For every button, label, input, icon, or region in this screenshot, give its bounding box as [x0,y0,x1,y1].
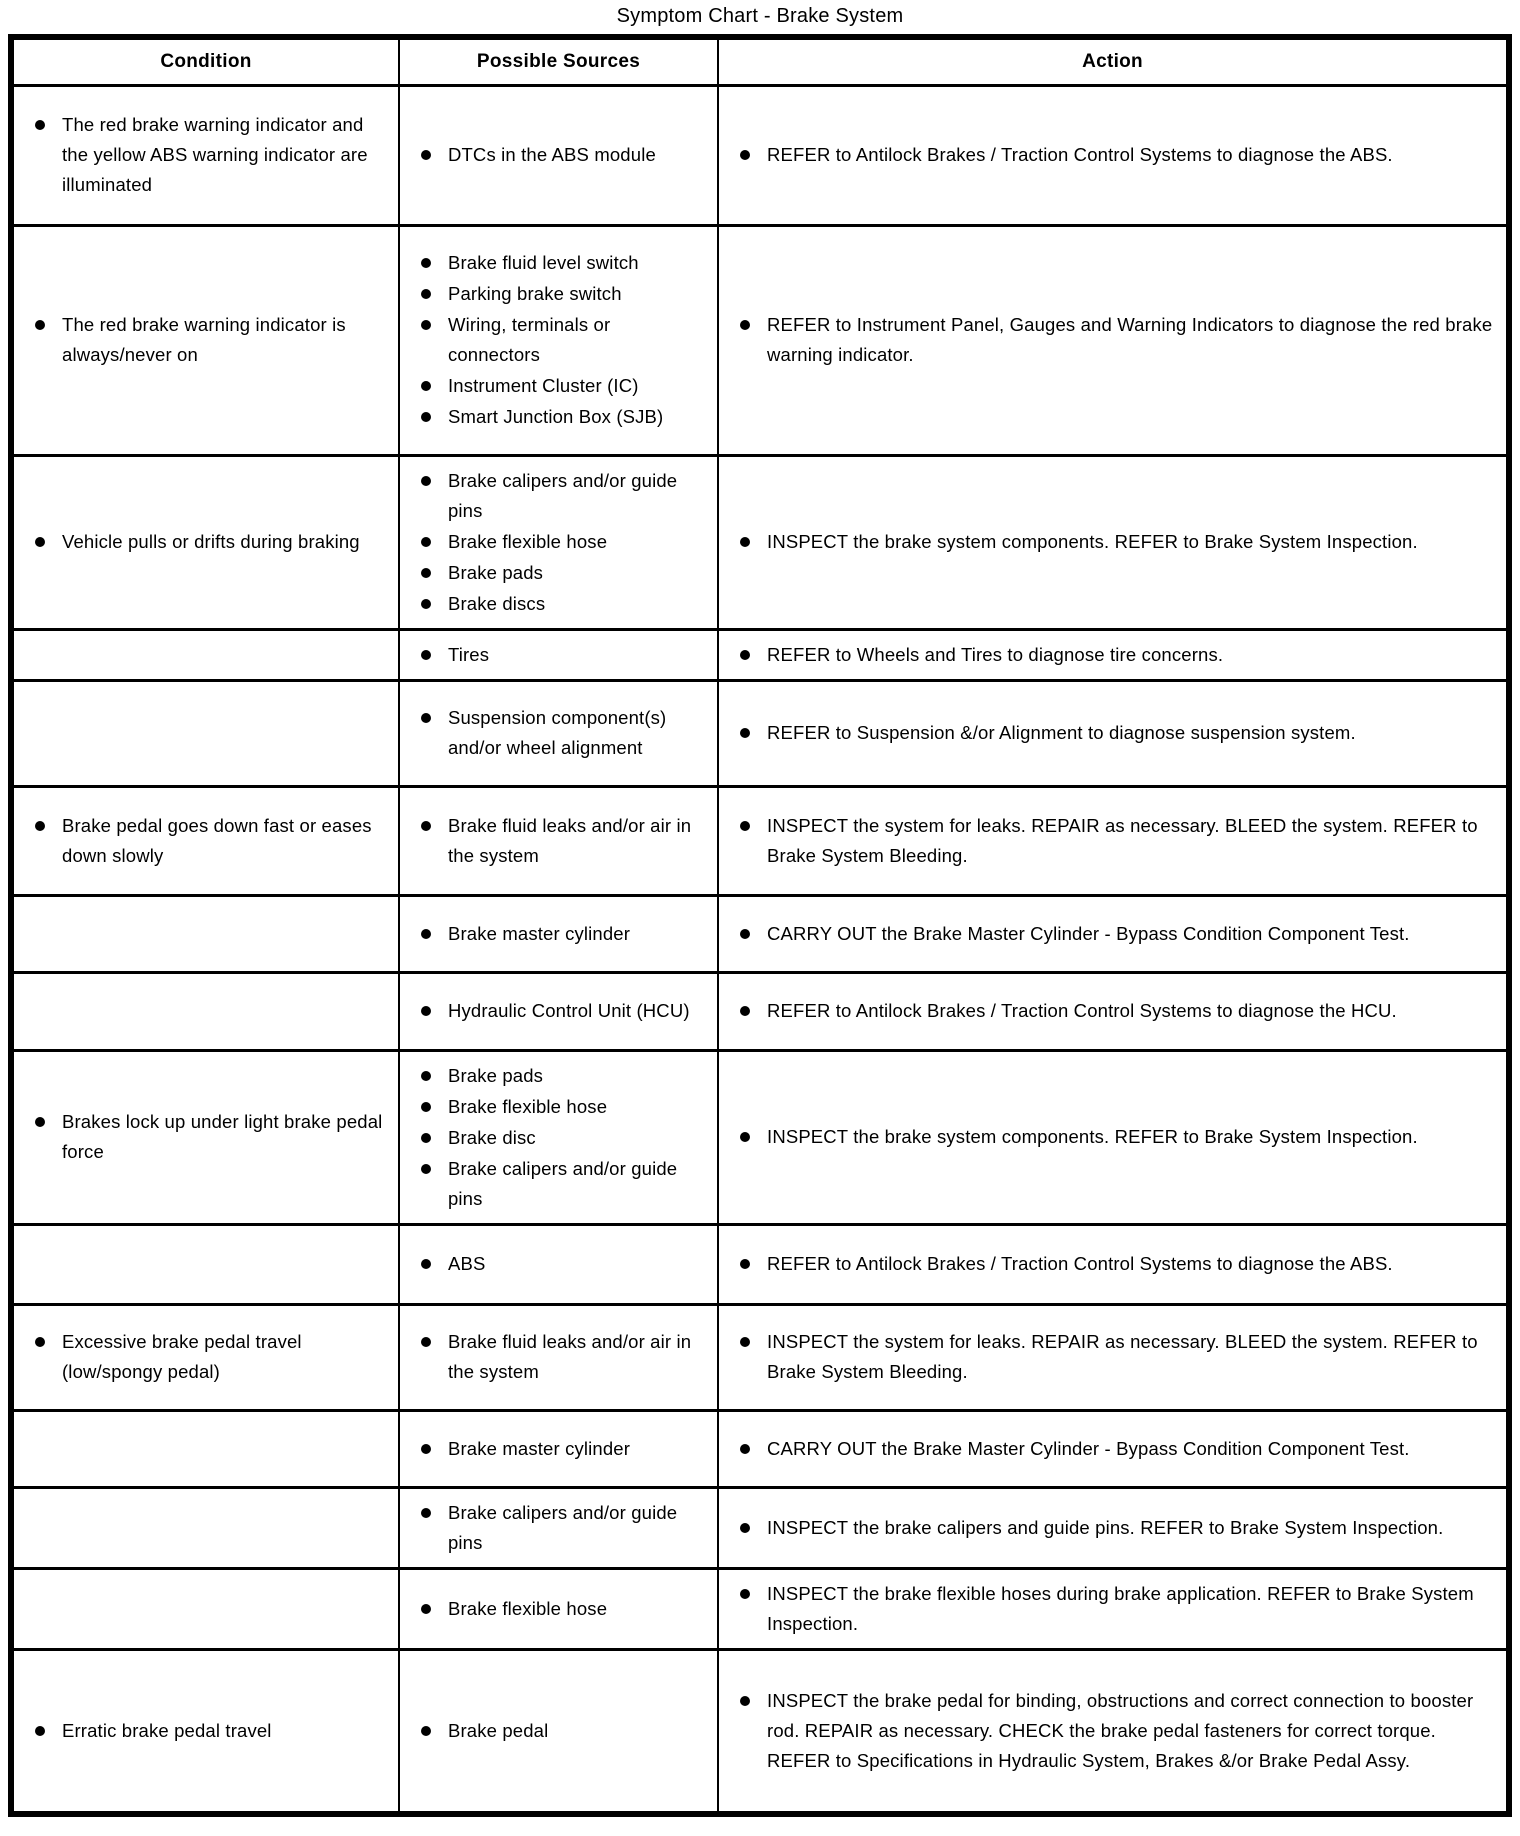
action-cell [718,972,1509,1050]
sources-item: Smart Junction Box (SJB) [414,402,707,432]
condition-cell [11,1050,399,1224]
possible-sources-cell [399,1050,718,1224]
sources-list [414,1594,707,1624]
sources-list [414,466,707,619]
sources-item: Brake calipers and/or guide pins [414,1498,707,1558]
sources-item: Hydraulic Control Unit (HCU) [414,996,707,1026]
actions-list [733,140,1496,170]
action-cell [718,1410,1509,1487]
actions-item: REFER to Antilock Brakes / Traction Control Systems to diagnose the HCU. [733,996,1496,1026]
col-header-possible-sources: Possible Sources [399,37,718,85]
actions-item: INSPECT the brake system components. REFER to Brake System Inspection. [733,527,1496,557]
sources-item: Brake master cylinder [414,919,707,949]
condition-cell [11,895,399,972]
actions-item: INSPECT the brake calipers and guide pins. REFER to Brake System Inspection. [733,1513,1496,1543]
actions-list [733,1579,1496,1639]
condition-cell [11,1304,399,1410]
table-row [11,1304,1509,1410]
possible-sources-cell [399,1224,718,1304]
sources-item: Brake disc [414,1123,707,1153]
actions-list [733,1434,1496,1464]
condition-item: Brakes lock up under light brake pedal force [28,1107,388,1167]
possible-sources-cell [399,629,718,680]
sources-list [414,1327,707,1387]
table-row [11,972,1509,1050]
col-header-condition: Condition [11,37,399,85]
condition-cell [11,1224,399,1304]
actions-item: INSPECT the brake system components. REFER to Brake System Inspection. [733,1122,1496,1152]
action-cell [718,455,1509,629]
condition-cell [11,629,399,680]
action-cell [718,786,1509,895]
condition-cell [11,680,399,786]
condition-cell [11,85,399,225]
action-cell [718,1050,1509,1224]
sources-item: Instrument Cluster (IC) [414,371,707,401]
condition-item: Brake pedal goes down fast or eases down slowly [28,811,388,871]
condition-cell [11,972,399,1050]
actions-list [733,640,1496,670]
actions-item: INSPECT the system for leaks. REPAIR as necessary. BLEED the system. REFER to Brake System Bleeding. [733,811,1496,871]
sources-item: Brake fluid level switch [414,248,707,278]
header-row [11,37,1509,85]
sources-item: Brake flexible hose [414,1594,707,1624]
sources-item: Brake flexible hose [414,1092,707,1122]
table-row [11,895,1509,972]
sources-list [414,996,707,1026]
table-row [11,225,1509,455]
sources-item: Wiring, terminals or connectors [414,310,707,370]
sources-item: Brake pads [414,558,707,588]
possible-sources-cell [399,1649,718,1814]
condition-item: The red brake warning indicator and the yellow ABS warning indicator are illuminated [28,110,388,200]
condition-cell [11,455,399,629]
action-cell [718,680,1509,786]
actions-item: REFER to Suspension &/or Alignment to diagnose suspension system. [733,718,1496,748]
sources-item: DTCs in the ABS module [414,140,707,170]
sources-list [414,1716,707,1746]
condition-cell [11,1410,399,1487]
actions-list [733,1686,1496,1776]
possible-sources-cell [399,1487,718,1568]
actions-list [733,1513,1496,1543]
possible-sources-cell [399,1568,718,1649]
sources-item: Suspension component(s) and/or wheel alignment [414,703,707,763]
sources-item: Brake calipers and/or guide pins [414,1154,707,1214]
condition-list [28,1716,388,1746]
sources-list [414,811,707,871]
actions-list [733,919,1496,949]
sources-list [414,1249,707,1279]
table-row [11,85,1509,225]
action-cell [718,895,1509,972]
possible-sources-cell [399,786,718,895]
sources-list [414,248,707,432]
actions-item: INSPECT the brake pedal for binding, obstructions and correct connection to booster rod. REPAIR as necessary. CHECK the brake pedal fasteners for correct torque. REFER to Specifications in Hydraulic System, Brakes &/or Brake Pedal Assy. [733,1686,1496,1776]
table-row [11,629,1509,680]
table-row [11,1568,1509,1649]
actions-list [733,1122,1496,1152]
possible-sources-cell [399,972,718,1050]
condition-cell [11,786,399,895]
condition-list [28,811,388,871]
actions-item: INSPECT the system for leaks. REPAIR as necessary. BLEED the system. REFER to Brake System Bleeding. [733,1327,1496,1387]
condition-cell [11,1568,399,1649]
condition-item: Excessive brake pedal travel (low/spongy pedal) [28,1327,388,1387]
table-row [11,1649,1509,1814]
possible-sources-cell [399,895,718,972]
sources-list [414,1061,707,1214]
possible-sources-cell [399,455,718,629]
actions-item: CARRY OUT the Brake Master Cylinder - Bypass Condition Component Test. [733,919,1496,949]
action-cell [718,225,1509,455]
sources-item: Brake pads [414,1061,707,1091]
condition-list [28,110,388,200]
sources-item: Brake discs [414,589,707,619]
sources-list [414,1434,707,1464]
actions-item: INSPECT the brake flexible hoses during brake application. REFER to Brake System Inspection. [733,1579,1496,1639]
sources-list [414,640,707,670]
actions-list [733,310,1496,370]
actions-item: REFER to Wheels and Tires to diagnose tire concerns. [733,640,1496,670]
actions-item: CARRY OUT the Brake Master Cylinder - Bypass Condition Component Test. [733,1434,1496,1464]
actions-item: REFER to Instrument Panel, Gauges and Warning Indicators to diagnose the red brake warning indicator. [733,310,1496,370]
action-cell [718,629,1509,680]
condition-cell [11,1649,399,1814]
possible-sources-cell [399,1410,718,1487]
actions-list [733,996,1496,1026]
actions-list [733,527,1496,557]
table-row [11,680,1509,786]
actions-item: REFER to Antilock Brakes / Traction Control Systems to diagnose the ABS. [733,140,1496,170]
condition-list [28,1327,388,1387]
sources-item: Brake pedal [414,1716,707,1746]
possible-sources-cell [399,1304,718,1410]
actions-list [733,811,1496,871]
condition-item: Vehicle pulls or drifts during braking [28,527,388,557]
table-row [11,1050,1509,1224]
possible-sources-cell [399,225,718,455]
action-cell [718,1304,1509,1410]
sources-list [414,140,707,170]
condition-item: Erratic brake pedal travel [28,1716,388,1746]
actions-list [733,1327,1496,1387]
table-row [11,1410,1509,1487]
sources-item: ABS [414,1249,707,1279]
action-cell [718,1568,1509,1649]
condition-list [28,310,388,370]
table-row [11,1487,1509,1568]
sources-item: Brake flexible hose [414,527,707,557]
col-header-action: Action [718,37,1509,85]
action-cell [718,1224,1509,1304]
sources-list [414,1498,707,1558]
sources-item: Brake fluid leaks and/or air in the system [414,1327,707,1387]
sources-item: Parking brake switch [414,279,707,309]
action-cell [718,1487,1509,1568]
actions-list [733,1249,1496,1279]
sources-item: Tires [414,640,707,670]
actions-item: REFER to Antilock Brakes / Traction Control Systems to diagnose the ABS. [733,1249,1496,1279]
page-title: Symptom Chart - Brake System [616,5,904,27]
condition-list [28,527,388,557]
action-cell [718,1649,1509,1814]
sources-item: Brake calipers and/or guide pins [414,466,707,526]
table-row [11,786,1509,895]
sources-item: Brake master cylinder [414,1434,707,1464]
condition-cell [11,1487,399,1568]
actions-list [733,718,1496,748]
action-cell [718,85,1509,225]
sources-list [414,919,707,949]
condition-item: The red brake warning indicator is always/never on [28,310,388,370]
table-row [11,1224,1509,1304]
possible-sources-cell [399,85,718,225]
sources-list [414,703,707,763]
condition-list [28,1107,388,1167]
possible-sources-cell [399,680,718,786]
sources-item: Brake fluid leaks and/or air in the system [414,811,707,871]
symptom-chart-table [8,34,1512,1817]
table-row [11,455,1509,629]
condition-cell [11,225,399,455]
